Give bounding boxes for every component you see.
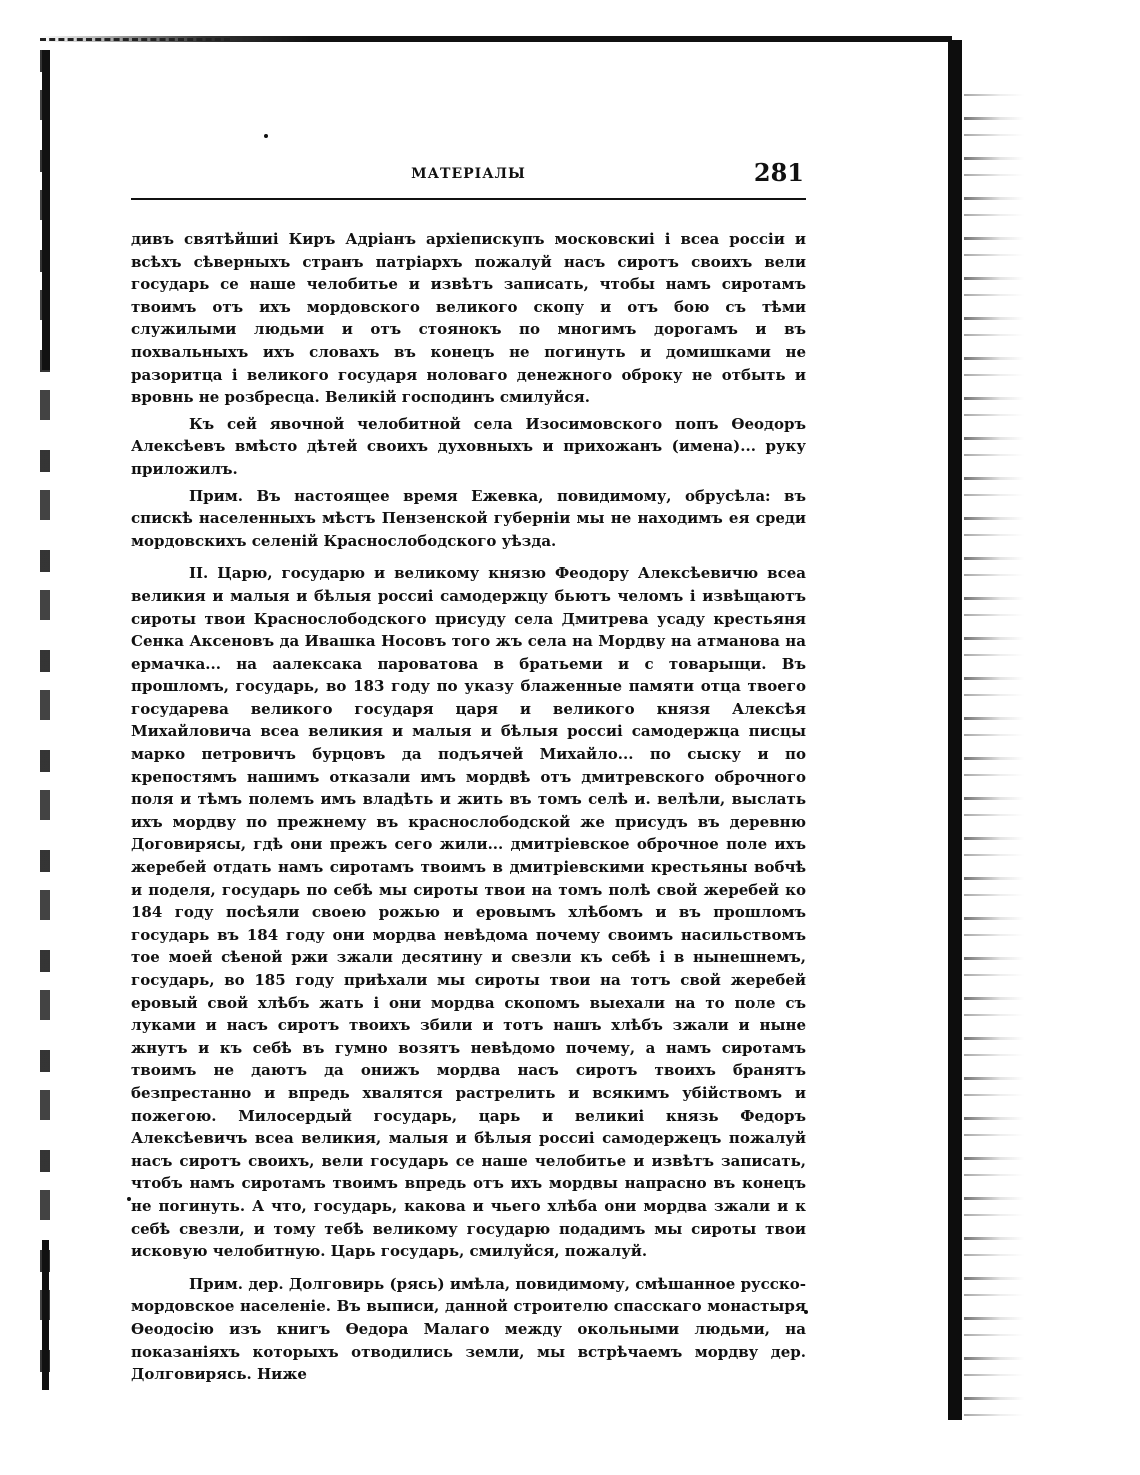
paragraph-note-2: Прим. дер. Долговирь (рясь) имѣла, повидимому, смѣшанное русско-мордовское населеніе. Въ выписи, данной строителю спасскаго монастыря Өеодосію изъ книгъ Өедора Малаго между окольными людьми, на показаніяхъ которыхъ отводились земли, мы встрѣчаемъ мордву дер. Долговирясь. Ниже (131, 1274, 806, 1384)
paragraph-petition-ii: II. Царю, государю и великому князю Феодору Алексѣевичю всеа великия и малыя и бѣлыя россиі самодержцу бьютъ челомъ і извѣщаютъ сироты твои Краснослободского присуду села Дмитрева усаду крестьяня Сенка Аксеновъ да Ивашка Носовъ того жъ села на Мордву на атманова на ермачка... на аалексака пароватова в братьеми и с товарыщи. Въ прошломъ, государь, во 183 году по указу блаженные памяти отца твоего государева великого государя царя и великого князя Алексѣя Михайловича всеа великия и малыя и бѣлыя россиі самодержца писцы марко петровичъ бурцовъ да подъячей Михайло... по сыску и по крепостямъ нашимъ отказали имъ мордвѣ отъ дмитревского оброчного поля и тѣмъ полемъ имъ владѣть и жить въ томъ селѣ и. велѣли, выслать ихъ мордву по прежнему въ краснослободской же присудъ въ деревню Договирясы, гдѣ они прежъ сего жили... дмитріевское оброчное поле ихъ жеребей отдать намъ сиротамъ твоимъ в дмитріевскими крестьяны вобчѣ и поделя, государь по себѣ мы сироты твои на томъ полѣ свой жеребей ко 184 году посѣяли своею рожью и еровымъ хлѣбомъ и въ прошломъ государь въ 184 году они мордва невѣдома почему своимъ насильствомъ тое моей сѣеной ржи зжали десятину и свезли къ себѣ і в нынешнемъ, государь, во 185 году приѣхали мы сироты твои на тотъ свой жеребей еровый свой хлѣбъ жать і они мордва скопомъ выехали на то поле съ луками и насъ сиротъ твоихъ збили и тотъ нашъ хлѣбъ зжали и ныне жнутъ и къ себѣ въ гумно возятъ невѣдомо почему, а намъ сиротамъ твоимъ не даютъ да онижъ мордва насъ сиротъ твоихъ бранятъ безпрестанно и впредь хвалятся растрелить и всякимъ убійствомъ и пожегою. Милосердый государь, царь и великиі князь Федоръ Алексѣевичъ всеа великия, малыя и бѣлыя россиі самодержецъ пожалуй насъ сиротъ своихъ, вели государь се наше челобитье и извѣтъ записать, чтобъ намъ сиротамъ твоимъ впредь отъ ихъ мордвы напрасно въ конецъ не погинуть. А что, государь, какова и чьего хлѣба они мордва зжали и к себѣ свезли, и тому тебѣ великому государю подадимъ мы сироты твои исковую челобитную. Царь государь, смилуйся, пожалуй. (131, 564, 806, 1261)
paragraph-continuation: дивъ святѣйшиі Киръ Адріанъ архіепискупъ московскиі і всеа россіи и всѣхъ сѣверныхъ странъ патріархъ пожалуй насъ сиротъ своихъ вели государь се наше челобитье и извѣтъ записать, чтобы намъ сиротамъ твоимъ отъ ихъ мордовского великого скопу и отъ бою съ тѣми служилыми людьми и отъ стоянокъ по многимъ дорогамъ и въ похвальныхъ ихъ словахъ въ конецъ не погинуть и домишками не разоритца і великого государя ноловаго денежного оброку не отбыть и вровнь не розбресца. Великій господинъ смилуйся. (131, 230, 806, 407)
scan-edge-right-speckle (964, 80, 1024, 1420)
scan-edge-left-lower-shadow (42, 1240, 49, 1390)
scan-speck (264, 134, 268, 138)
running-head-title: МАТЕРІАЛЫ (411, 166, 526, 182)
page-number: 281 (753, 158, 804, 187)
running-head (131, 158, 806, 194)
scan-edge-left-shadow (42, 50, 50, 370)
scan-edge-top-dash (40, 38, 230, 41)
scan-edge-right (948, 40, 962, 1420)
page-body (131, 228, 806, 1390)
paragraph-signature-note: Къ сей явочной челобитной села Изосимовского попъ Өеодоръ Алексѣевъ вмѣсто дѣтей своихъ духовныхъ и прихожанъ (имена)... руку приложилъ. (131, 414, 806, 478)
header-rule (131, 198, 806, 200)
paragraph-note-1: Прим. Въ настоящее время Ежевка, повидимому, обрусѣла: въ спискѣ населенныхъ мѣстъ Пензенской губерніи мы не находимъ ея среди мордовскихъ селеній Краснослободского уѣзда. (131, 486, 806, 550)
